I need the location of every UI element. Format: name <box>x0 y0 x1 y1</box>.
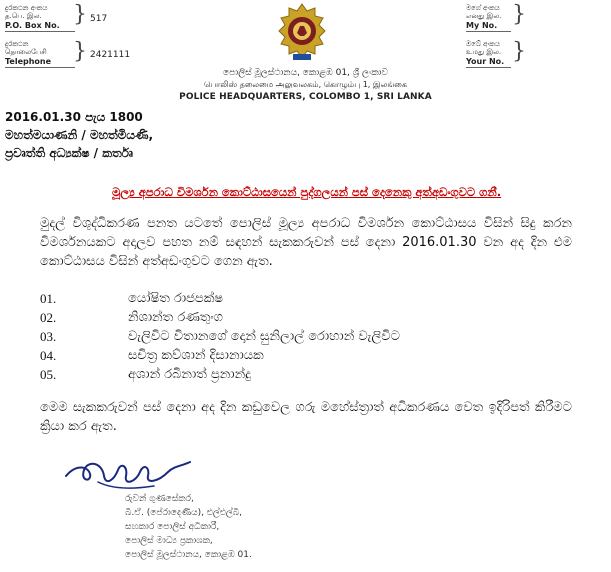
addressee-role: ප්‍රවෘත්ති අධ්‍යක්ෂ / කර්තෘ <box>5 146 133 160</box>
po-box-label: P.O. Box No. <box>5 21 60 30</box>
telephone-label-si: දුරකථන <box>5 40 29 48</box>
date-time: 2016.01.30 පැය 1800 <box>5 110 143 124</box>
po-box-value: 517 <box>90 14 108 24</box>
brace: } <box>512 39 526 64</box>
press-release-title: මූල්‍ය අපරාධ විමර්ශන කොට්ඨාසයෙන් පුද්ගලයන් පස් දෙනෙකු අත්අඩංගුවට ගනී. <box>112 185 502 199</box>
address-tamil: பொலிஸ் தலைமை அலுவலகம், கொழும்பு 1, இலங்கை <box>204 80 407 89</box>
list-item-name: වැලිවිට විතානගේ දොන් සුනිලාල් රොහාන් වැලිවිට <box>128 329 400 344</box>
list-item-number: 05. <box>40 367 57 382</box>
list-item-name: සචිත්‍ර කව්ශාන් දිසානායක <box>128 348 264 363</box>
list-item-number: 03. <box>40 329 57 344</box>
telephone-label: Telephone <box>5 57 52 66</box>
signatory-name: රුවන් ගුණසේකර, <box>125 494 194 504</box>
po-box-label-ta: த.பெ. இல. <box>5 12 42 20</box>
telephone-label-ta: தொலைபேசி <box>5 48 47 56</box>
closing-paragraph: මෙම සැකකරුවන් පස් දෙනා අද දින කඩුවෙල ගරු මහේස්ත්‍රාත් අධිකරණය වෙත ඉදිරිපත් කිරීමට ක්‍රියා කර ඇත. <box>40 400 572 434</box>
my-no-label: My No. <box>466 21 498 30</box>
address-sinhala: පොලිස් මූලස්ථානය, කොළඹ 01, ශ්‍රී ලංකාව <box>223 68 388 78</box>
signatory-rank: සහකාර පොලිස් අධිකාරී, <box>125 522 220 532</box>
your-no-label-ta: உமது இல. <box>466 48 502 56</box>
addressee-salutation: මහත්මයාණනි / මහත්මියණි, <box>5 128 154 142</box>
signatory-office: පොලිස් මූලස්ථානය, කොළඹ 01. <box>125 550 252 560</box>
brace: } <box>73 2 87 27</box>
po-box-label-si: දුරකථන අංකය <box>5 4 48 12</box>
divider <box>5 31 75 32</box>
signatory-role: පොලිස් මාධ්‍ය ප්‍රකාශක, <box>125 536 213 546</box>
brace: } <box>512 2 526 27</box>
intro-paragraph: මුදල් විශුද්ධිකරණ පනත යටතේ පොලිස් මූල්‍ය අපරාධ විමර්ශන කොට්ඨාසය විසින් සිදු කරන විමර්ශනයකට අදාලව පහත නම් සඳහන් සැකකරුවන් පස් දෙනා 2016.01.30 වන අද දින එම කොට්ඨාසය විසින් අත්අඩංගුවට ගෙන ඇත. <box>40 216 572 269</box>
your-no-label-si: ඔබේ අංකය <box>466 40 500 48</box>
list-item-name: නිශාන්ත රණතුංග <box>128 310 223 325</box>
my-no-label-si: මගේ අංකය <box>466 4 500 12</box>
list-item-number: 02. <box>40 310 57 325</box>
address-english: POLICE HEADQUARTERS, COLOMBO 1, SRI LANKA <box>179 92 432 102</box>
list-item-name: යෝෂිත රාජපක්ෂ <box>128 291 224 306</box>
telephone-value: 2421111 <box>90 50 131 60</box>
divider <box>466 31 511 32</box>
list-item-number: 04. <box>40 348 57 363</box>
list-item-number: 01. <box>40 291 57 306</box>
brace: } <box>73 39 87 64</box>
handwritten-signature <box>58 452 198 497</box>
list-item-name: අශාන් රබිනාත් ප්‍රනාන්දු <box>128 367 251 382</box>
police-emblem <box>273 2 331 62</box>
signatory-qualifications: බී.ඒ. (පේරාදෙණිය), එල්එල්බී, <box>125 508 243 518</box>
your-no-label: Your No. <box>466 57 505 66</box>
my-no-label-ta: எனது இல. <box>466 12 502 20</box>
